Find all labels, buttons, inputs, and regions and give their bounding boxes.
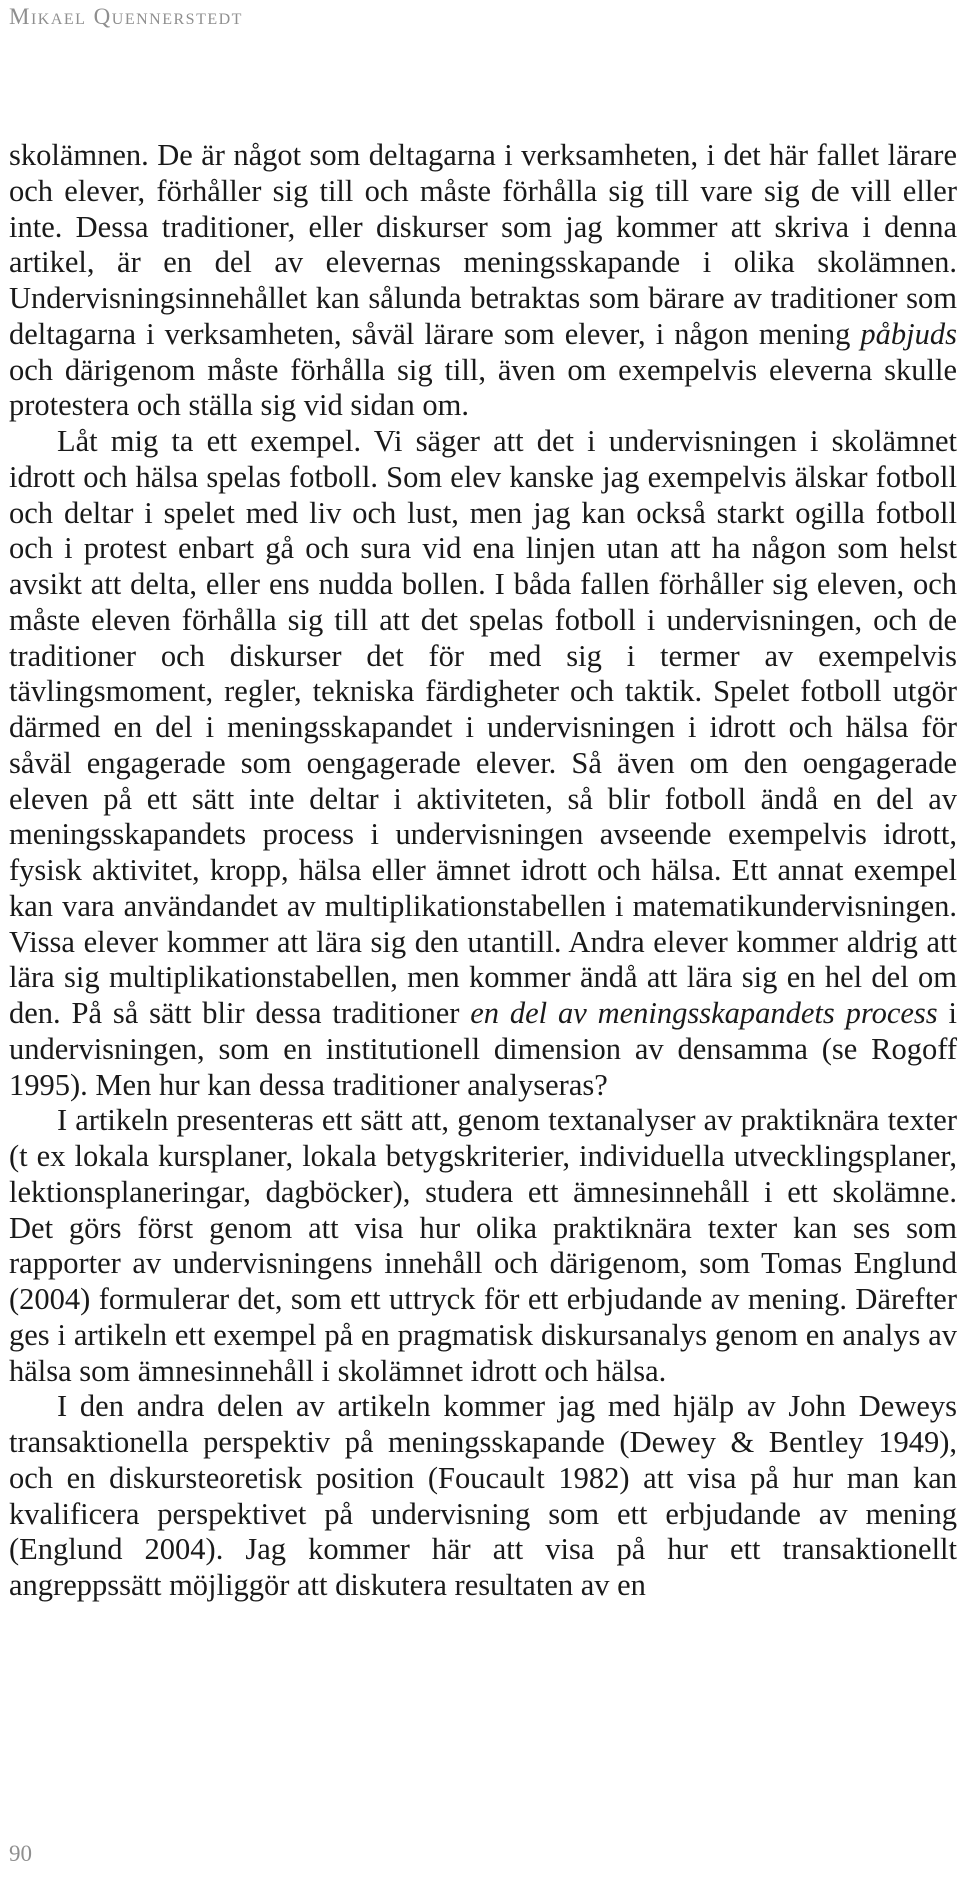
paragraph-3-text: I artikeln presenteras ett sätt att, genom textanalyser av praktiknära texter (t ex lokala kursplaner, lokala betygskriterier, individuella utvecklingsplaner, lektionsplaneringar, dagböcker), studera ett ämnesinnehåll i ett skolämne. Det görs först genom att visa hur olika praktiknära texter kan ses som rapporter av undervisningens innehåll och därigenom, som Tomas Englund (2004) formulerar det, som ett uttryck för ett erbjudande av mening. Därefter ges i artikeln ett exempel på en pragmatisk diskursanalys genom en analys av hälsa som ämnesinnehåll i skolämnet idrott och hälsa.	[9, 1103, 957, 1388]
page-number: 90	[9, 1841, 32, 1866]
paragraph-3	[9, 1103, 957, 1389]
paragraph-2-emphasis: en del av meningsskapandets process	[470, 996, 938, 1030]
paragraph-2	[9, 424, 957, 1103]
paragraph-1	[9, 138, 957, 424]
paragraph-2-text-a: Låt mig ta ett exempel. Vi säger att det i undervisningen i skolämnet idrott och hälsa spelas fotboll. Som elev kanske jag exempelvis älskar fotboll och deltar i spelet med liv och lust, men jag kan också starkt ogilla fotboll och i protest enbart gå och sura vid ena linjen utan att ha någon som helst avsikt att delta, eller ens nudda bollen. I båda fallen förhåller sig eleven, och måste eleven förhålla sig till att det spelas fotboll i undervisningen, och de traditioner och diskurser det för med sig i termer av exempelvis tävlingsmoment, regler, tekniska färdigheter och taktik. Spelet fotboll utgör därmed en del i meningsskapandet i undervisningen i idrott och hälsa för såväl engagerade som oengagerade elever. Så även om den oengagerade eleven på ett sätt inte deltar i aktiviteten, så blir fotboll ändå en del av meningsskapandets process i undervisningen avseende exempelvis idrott, fysisk aktivitet, kropp, hälsa eller ämnet idrott och hälsa. Ett annat exempel kan vara användandet av multiplikationstabellen i matematikundervisningen. Vissa elever kommer att lära sig den utantill. Andra elever kommer aldrig att lära sig multiplikationstabellen, men kommer ändå att lära sig en hel del om den. På så sätt blir dessa traditioner	[9, 424, 957, 1030]
paragraph-1-text-a: skolämnen. De är något som deltagarna i verksamheten, i det här fallet lärare och elever, förhåller sig till och måste förhålla sig till vare sig de vill eller inte. Dessa traditioner, eller diskurser som jag kommer att skriva i denna artikel, är en del av elevernas meningsskapande i olika skolämnen. Undervisningsinnehållet kan sålunda betraktas som bärare av traditioner som deltagarna i verksamheten, såväl lärare som elever, i någon mening	[9, 138, 957, 351]
paragraph-1-text-b: och därigenom måste förhålla sig till, även om exempelvis eleverna skulle protestera och ställa sig vid sidan om.	[9, 352, 957, 423]
paragraph-4	[9, 1389, 957, 1604]
paragraph-2-text-b: i undervisningen, som en institutionell dimension av densamma (se Rogoff 1995). Men hur kan dessa traditioner analyseras?	[9, 996, 957, 1102]
paragraph-1-emphasis: påbjuds	[860, 316, 957, 351]
paragraph-4-text: I den andra delen av artikeln kommer jag med hjälp av John Deweys transaktionella perspektiv på meningsskapande (Dewey & Bentley 1949), och en diskursteoretisk position (Foucault 1982) att visa på hur man kan kvalificera perspektivet på undervisning som ett erbjudande av mening (Englund 2004). Jag kommer här att visa på hur ett transaktionellt angreppssätt möjliggör att diskutera resultaten av en	[9, 1389, 957, 1602]
running-header: Mikael Quennerstedt	[9, 4, 243, 29]
body-text	[9, 138, 957, 1604]
